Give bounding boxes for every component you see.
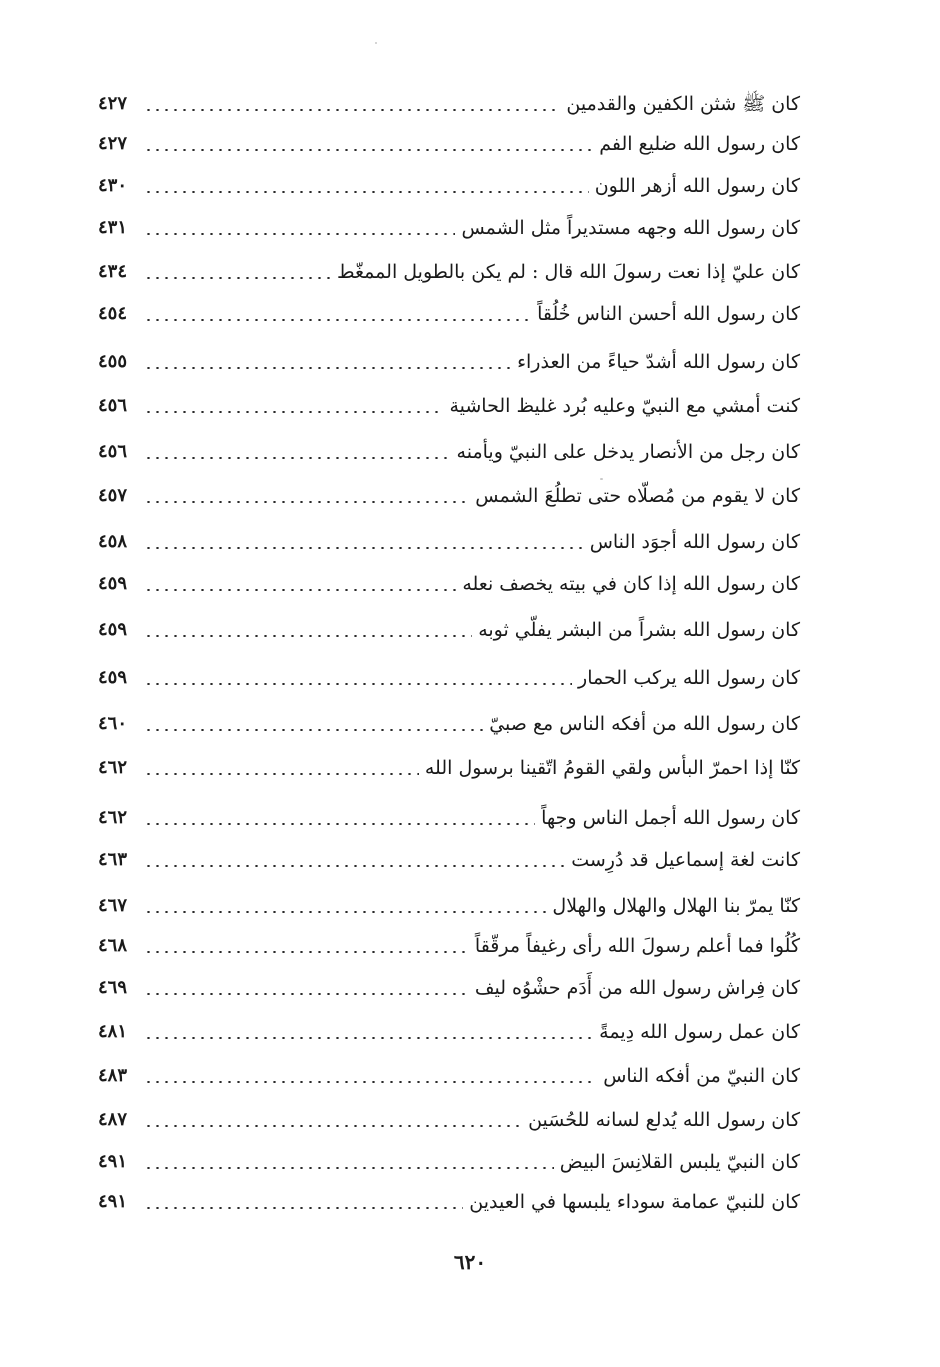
dot-leader	[144, 683, 572, 685]
toc-entry-page: ٤٨٣	[98, 1065, 128, 1086]
toc-entry-page: ٤٥٦	[98, 441, 128, 462]
toc-entry-page: ٤٥٦	[98, 395, 128, 416]
toc-entry-page: ٤٨١	[98, 1021, 128, 1042]
toc-entry-page: ٤٦٩	[98, 977, 128, 998]
toc-entry	[98, 522, 800, 562]
toc-entry	[98, 124, 800, 164]
toc-entry	[98, 342, 800, 382]
toc-entry	[98, 1182, 800, 1222]
toc-entry-title: كان رسول الله من أفكه الناس مع صبيّ	[489, 713, 800, 735]
dot-leader	[144, 501, 469, 503]
toc-entry-title: كان عليّ إذا نعت رسولَ الله قال : لم يكن بالطويل الممغّط	[336, 261, 800, 283]
toc-entry-title: كان عمل رسول الله دِيمةً	[599, 1021, 800, 1043]
toc-entry-title: كان النبيّ من أفكه الناس	[603, 1065, 800, 1087]
toc-entry-page: ٤٥٨	[98, 531, 128, 552]
toc-entry-page: ٤٣٠	[98, 175, 128, 196]
toc-entry-page: ٤٦٧	[98, 895, 128, 916]
dot-leader	[144, 1037, 593, 1039]
toc-entry	[98, 476, 800, 516]
toc-entry-title: كان ﷺ شثن الكفين والقدمين	[566, 93, 800, 115]
toc-entry-page: ٤٩١	[98, 1191, 128, 1212]
dot-leader	[144, 149, 593, 151]
toc-entry	[98, 386, 800, 426]
toc-entry-page: ٤٦٣	[98, 849, 128, 870]
toc-entry	[98, 610, 800, 650]
toc-entry	[98, 798, 800, 838]
page-number: ٦٢٠	[453, 1250, 487, 1274]
dot-leader	[144, 277, 331, 279]
dot-leader	[144, 191, 589, 193]
dot-leader	[144, 457, 451, 459]
toc-entry-title: كنّا إذا احمرّ البأس ولقي القومُ اتّقينا برسول الله	[424, 757, 800, 779]
dot-leader	[144, 729, 483, 731]
toc-entry	[98, 1142, 800, 1182]
toc-entry	[98, 1012, 800, 1052]
toc-entry	[98, 432, 800, 472]
toc-entry-title: كنت أمشي مع النبيّ وعليه بُرد غليظ الحاشية	[449, 395, 800, 417]
dot-leader	[144, 547, 584, 549]
toc-entry-page: ٤٥٩	[98, 619, 128, 640]
toc-entry-title: كان رسول الله ضليع الفم	[599, 133, 800, 155]
toc-entry-title: كان رسول الله بشراً من البشر يفلّي ثوبه	[478, 619, 800, 641]
toc-entry	[98, 658, 800, 698]
toc-entry-page: ٤٦٢	[98, 757, 128, 778]
toc-entry-title: كان رسول الله أزهر اللون	[594, 175, 800, 197]
toc-entry-title: كان رجل من الأنصار يدخل على النبيّ ويأمنه	[456, 441, 800, 463]
toc-entry	[98, 968, 800, 1008]
toc-entry-title: كان رسول الله أشدّ حياءً من العذراء	[517, 351, 800, 373]
toc-entry-page: ٤٢٧	[98, 133, 128, 154]
toc-entry-title: كان رسول الله أحسن الناس خُلُقاً	[537, 303, 800, 325]
toc-entry-page: ٤٨٧	[98, 1109, 128, 1130]
scan-speck	[375, 42, 377, 44]
dot-leader	[144, 589, 456, 591]
dot-leader	[144, 319, 531, 321]
toc-entry	[98, 294, 800, 334]
toc-entry-title: كانت لغة إسماعيل قد دُرِست	[571, 849, 800, 871]
toc-entry	[98, 166, 800, 206]
toc-entry-title: كان رسول الله أجمل الناس وجهاً	[541, 807, 800, 829]
dot-leader	[144, 367, 511, 369]
toc-entry	[98, 252, 800, 292]
dot-leader	[144, 823, 535, 825]
toc-entry-title: كان رسول الله أجوَد الناس	[589, 531, 800, 553]
dot-leader	[144, 233, 455, 235]
dot-leader	[144, 1081, 597, 1083]
toc-entry-page: ٤٥٤	[98, 303, 128, 324]
toc-entry-page: ٤٦٨	[98, 935, 128, 956]
toc-entry-title: كان رسول الله وجهه مستديراً مثل الشمس	[461, 217, 800, 239]
toc-entry-title: كان رسول الله يركب الحمار	[578, 667, 800, 689]
toc-entry	[98, 886, 800, 926]
toc-entry	[98, 564, 800, 604]
toc-entry-title: كنّا يمرّ بنا الهلال والهلال والهلال	[552, 895, 800, 917]
toc-entry	[98, 208, 800, 248]
toc-entry-page: ٤٦٠	[98, 713, 128, 734]
toc-entry-page: ٤٣١	[98, 217, 128, 238]
toc-entry-page: ٤٢٧	[98, 93, 128, 114]
dot-leader	[144, 1167, 554, 1169]
toc-entry	[98, 84, 800, 124]
dot-leader	[144, 865, 565, 867]
dot-leader	[144, 951, 469, 953]
toc-entry-page: ٤٥٥	[98, 351, 128, 372]
toc-entry-title: كان رسول الله يُدلع لسانه للحُسَين	[528, 1109, 800, 1131]
toc-entry-page: ٤٦٢	[98, 807, 128, 828]
toc-entry-title: كان للنبيّ عمامة سوداء يلبسها في العيدين	[469, 1191, 800, 1213]
toc-entry-page: ٤٣٤	[98, 261, 128, 282]
toc-entry	[98, 704, 800, 744]
toc-entry	[98, 1100, 800, 1140]
toc-entry-title: كان لا يقوم من مُصلّاه حتى تطلُعَ الشمس	[475, 485, 800, 507]
toc-entry-page: ٤٩١	[98, 1151, 128, 1172]
dot-leader	[144, 1125, 522, 1127]
toc-entry	[98, 748, 800, 788]
toc-entry-page: ٤٥٩	[98, 573, 128, 594]
toc-entry-title: كان النبيّ يلبس القلانِسَ البيض	[559, 1151, 800, 1173]
dot-leader	[144, 1207, 463, 1209]
dot-leader	[144, 109, 560, 111]
dot-leader	[144, 411, 443, 413]
toc-entry-title: كان فِراش رسول الله من أَدَم حشْوُه ليف	[474, 977, 800, 999]
toc-entry-page: ٤٥٩	[98, 667, 128, 688]
dot-leader	[144, 993, 469, 995]
toc-entry-title: كُلُوا فما أعلم رسولَ الله رأى رغيفاً مرقّقاً	[474, 935, 800, 957]
toc-entry-title: كان رسول الله إذا كان في بيته يخصف نعله	[462, 573, 800, 595]
dot-leader	[144, 773, 419, 775]
toc-entry-page: ٤٥٧	[98, 485, 128, 506]
toc-entry	[98, 1056, 800, 1096]
dot-leader	[144, 635, 472, 637]
toc-entry	[98, 840, 800, 880]
toc-entry	[98, 926, 800, 966]
dot-leader	[144, 911, 546, 913]
